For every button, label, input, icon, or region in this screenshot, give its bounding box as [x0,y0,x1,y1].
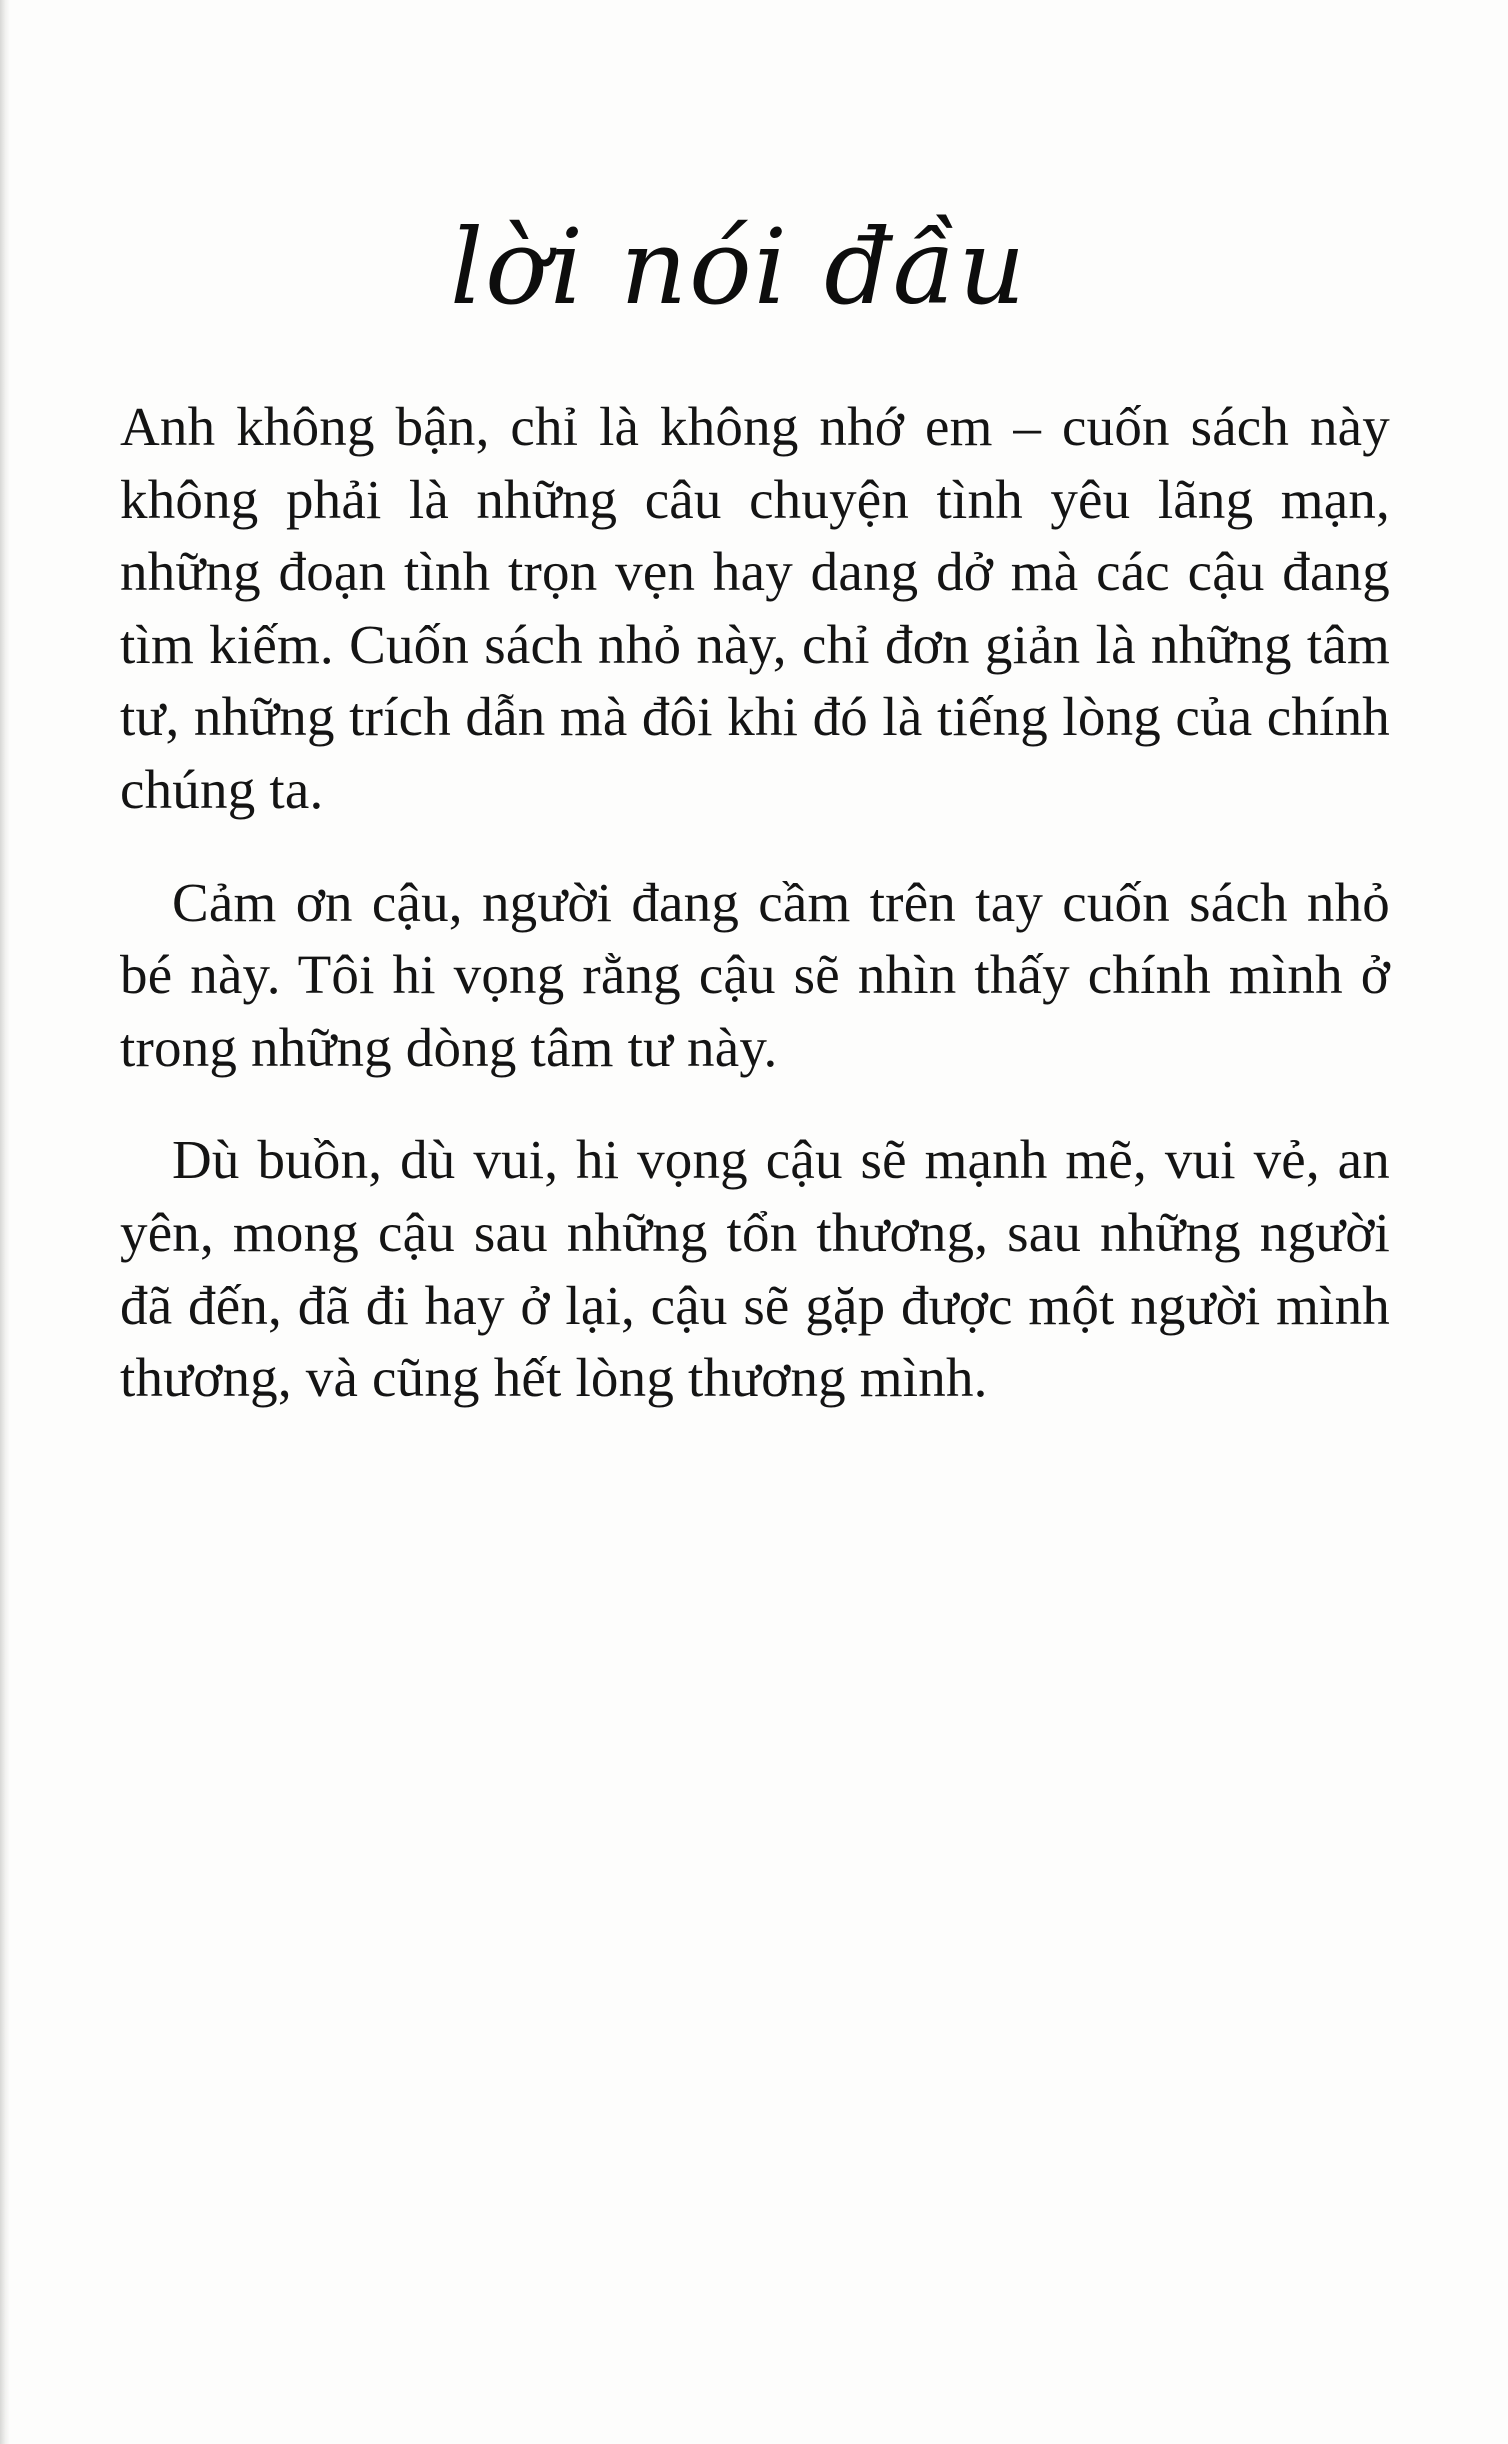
page-content [60,0,1450,2444]
page-title: lời nói đầu [450,206,1028,328]
paragraph: Cảm ơn cậu, người đang cầm trên tay cuốn sách nhỏ bé này. Tôi hi vọng rằng cậu sẽ nhìn thấy chính mình ở trong những dòng tâm tư này. [120,871,1390,1078]
page-gutter-shadow [0,0,10,2444]
paragraph: Dù buồn, dù vui, hi vọng cậu sẽ mạnh mẽ, vui vẻ, an yên, mong cậu sau những tổn thương, sau những người đã đến, đã đi hay ở lại, cậu sẽ gặp được một người mình thương, và cũng hết lòng thương mình. [120,1129,1390,1409]
body-text [120,319,1390,1415]
paragraph: Anh không bận, chỉ là không nhớ em – cuốn sách này không phải là những câu chuyện tình yêu lãng mạn, những đoạn tình trọn vẹn hay dang dở mà các cậu đang tìm kiếm. Cuốn sách nhỏ này, chỉ đơn giản là những tâm tư, những trích dẫn mà đôi khi đó là tiếng lòng của chính chúng ta. [120,396,1390,820]
